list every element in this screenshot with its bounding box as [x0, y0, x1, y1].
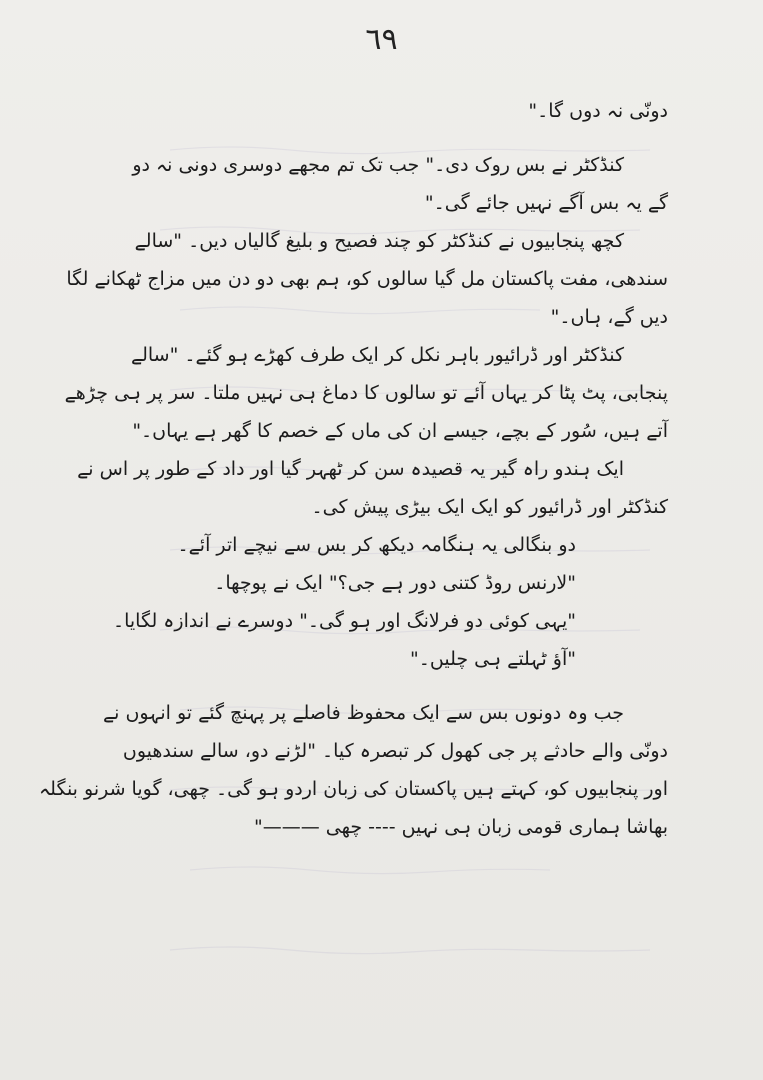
text-line: ایک ہندو راہ گیر یہ قصیدہ سن کر ٹھہر گیا اور داد کے طور پر اس نے — [77, 458, 624, 480]
text-line: جب وہ دونوں بس سے ایک محفوظ فاصلے پر پہنچ گئے تو انہوں نے — [102, 702, 624, 724]
text-line: دونّی نہ دوں گا۔" — [528, 100, 668, 122]
page-body-text — [39, 92, 668, 846]
page-number: ٦٩ — [365, 22, 398, 57]
text-line: کنڈکٹر نے بس روک دی۔" جب تک تم مجھے دوسری دونی نہ دو — [132, 154, 624, 176]
text-line: کنڈکٹر اور ڈرائیور کو ایک ایک بیڑی پیش کی۔ — [311, 496, 668, 518]
text-line: آتے ہیں، سُور کے بچے، جیسے ان کی ماں کے خصم کا گھر ہے یہاں۔" — [132, 420, 668, 442]
text-line: کچھ پنجابیوں نے کنڈکٹر کو چند فصیح و بلیغ گالیاں دیں۔ "سالے — [134, 230, 624, 252]
text-line: پنجابی، پٹ پٹا کر یہاں آئے تو سالوں کا دماغ ہی نہیں ملتا۔ سر پر ہی چڑھے — [64, 382, 668, 404]
text-line: بھاشا ہماری قومی زبان ہی نہیں ---- چھی ———" — [253, 816, 668, 838]
text-line: کنڈکٹر اور ڈرائیور باہر نکل کر ایک طرف کھڑے ہو گئے۔ "سالے — [130, 344, 624, 366]
text-line: دو بنگالی یہ ہنگامہ دیکھ کر بس سے نیچے اتر آئے۔ — [177, 534, 576, 556]
text-line: "آؤ ٹہلتے ہی چلیں۔" — [410, 648, 576, 670]
text-line: "یہی کوئی دو فرلانگ اور ہو گی۔" دوسرے نے اندازہ لگایا۔ — [112, 610, 576, 632]
text-line: گے یہ بس آگے نہیں جائے گی۔" — [424, 192, 668, 214]
text-line: دونّی والے حادثے پر جی کھول کر تبصرہ کیا۔ "لڑنے دو، سالے سندھیوں — [122, 740, 668, 762]
text-line: دیں گے، ہاں۔" — [550, 306, 668, 328]
text-line: "لارنس روڈ کتنی دور ہے جی؟" ایک نے پوچھا۔ — [214, 572, 576, 594]
text-line: سندھی، مفت پاکستان مل گیا سالوں کو، ہم بھی دو دن میں مزاج ٹھکانے لگا — [66, 268, 668, 290]
text-line: اور پنجابیوں کو، کہتے ہیں پاکستان کی زبان اردو ہو گی۔ چھی، گویا شرنو بنگلہ — [39, 778, 668, 800]
